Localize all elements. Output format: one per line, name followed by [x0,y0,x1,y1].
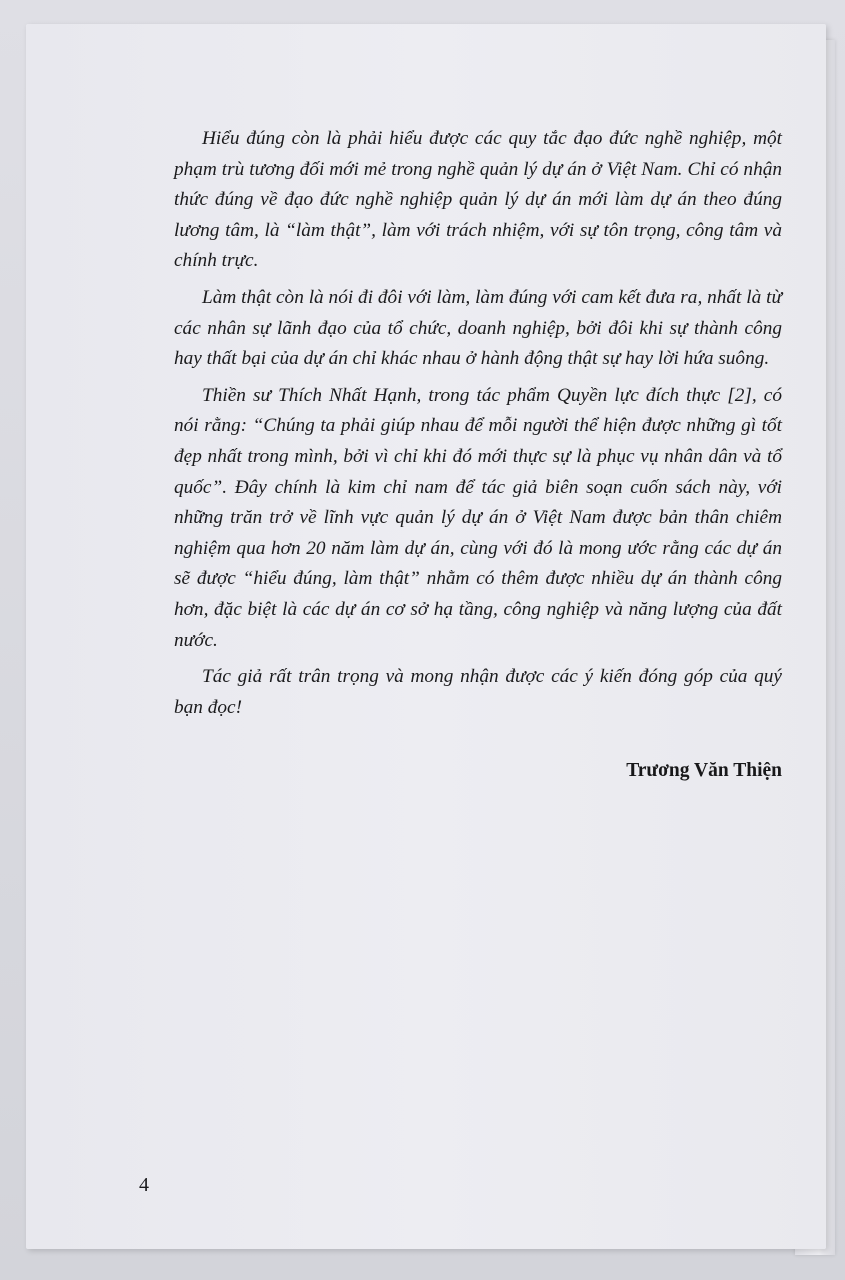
paragraph-1: Hiểu đúng còn là phải hiểu được các quy tắc đạo đức nghề nghiệp, một phạm trù tương đối mới mẻ trong nghề quản lý dự án ở Việt Nam. Chỉ có nhận thức đúng về đạo đức nghề nghiệp quản lý dự án mới làm dự án theo đúng lương tâm, là “làm thật”, làm với trách nhiệm, với sự tôn trọng, công tâm và chính trực. [174,128,782,272]
body-text [174,124,782,723]
paragraph-2: Làm thật còn là nói đi đôi với làm, làm đúng với cam kết đưa ra, nhất là từ các nhân sự lãnh đạo của tổ chức, doanh nghiệp, bởi đôi khi sự thành công hay thất bại của dự án chỉ khác nhau ở hành động thật sự hay lời hứa suông. [174,286,782,370]
paragraph-4: Tác giả rất trân trọng và mong nhận được các ý kiến đóng góp của quý bạn đọc! [174,666,782,718]
author-signature: Trương Văn Thiện [626,760,782,781]
page-number: 4 [139,1174,149,1196]
paragraph-3: Thiền sư Thích Nhất Hạnh, trong tác phẩm Quyền lực đích thực [2], có nói rằng: “Chúng ta phải giúp nhau để mỗi người thể hiện được những gì tốt đẹp nhất trong mình, bởi vì chỉ khi đó mới thực sự là phục vụ nhân dân và tổ quốc”. Đây chính là kim chỉ nam để tác giả biên soạn cuốn sách này, với những trăn trở về lĩnh vực quản lý dự án ở Việt Nam được bản thân chiêm nghiệm qua hơn 20 năm làm dự án, cùng với đó là mong ước rằng các dự án sẽ được “hiểu đúng, làm thật” nhằm có thêm được nhiều dự án thành công hơn, đặc biệt là các dự án cơ sở hạ tầng, công nghiệp và năng lượng của đất nước. [174,384,782,651]
